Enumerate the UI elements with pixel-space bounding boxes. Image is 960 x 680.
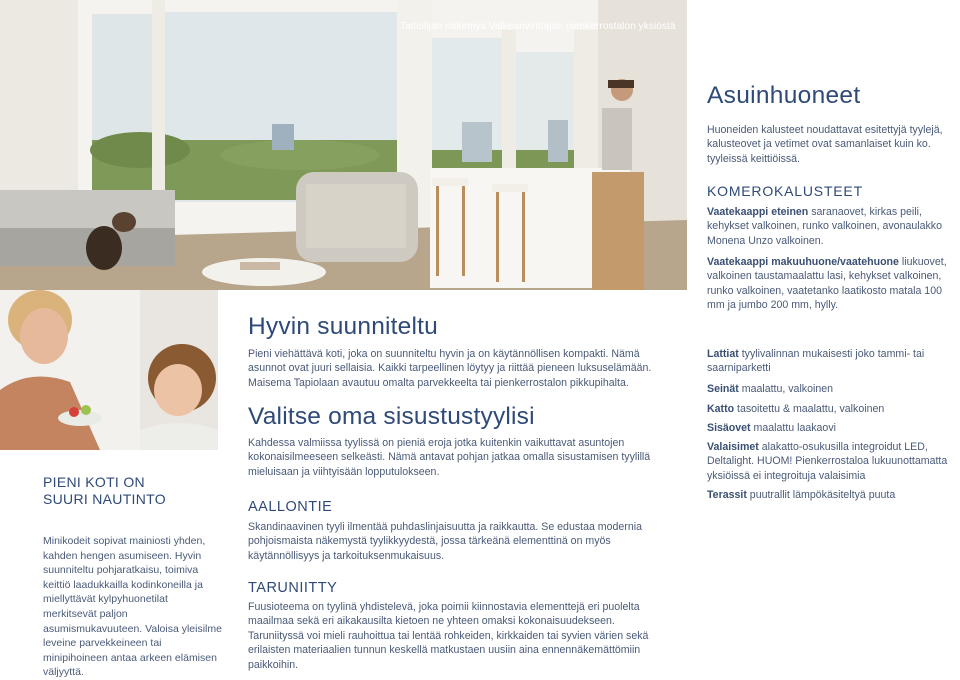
finish-text: alakatto-osukusilla integroidut LED, Deltalight. HUOM! Pienkerrostaloa lukuunottamatta yksiöissä ei integroituja valaisimia bbox=[707, 441, 948, 482]
left-column bbox=[43, 474, 223, 680]
finish-label: Katto bbox=[707, 403, 735, 415]
finish-label: Lattiat bbox=[707, 348, 739, 360]
finish-lighting bbox=[707, 440, 960, 483]
living-rooms-intro: Huoneiden kalusteet noudattavat esitettyjä tyylejä, kalusteovet ja vetimet ovat samanlaiset kuin ko. tyyleissä keittiöissä. bbox=[707, 124, 943, 165]
finish-text: tasoitettu & maalattu, valkoinen bbox=[734, 403, 885, 415]
finish-ceiling bbox=[707, 402, 960, 416]
photo-caption: Taiteilijan näkemys Valkeanvirittäjän pienkerrostalon yksiöstä bbox=[400, 21, 676, 32]
small-home-heading bbox=[43, 474, 223, 508]
choose-style-title: Valitse oma sisustustyylisi bbox=[248, 403, 535, 430]
closet-item-text: saranaovet, kirkas peili, kehykset valkoinen, runko valkoinen, avonaulakko Monena Unzo valkoinen. bbox=[707, 206, 942, 247]
living-rooms-title: Asuinhuoneet bbox=[707, 82, 861, 109]
mother-daughter-photo bbox=[0, 290, 218, 450]
finish-interior-doors bbox=[707, 421, 960, 435]
heading-line-1: PIENI KOTI ON bbox=[43, 474, 145, 490]
well-designed-title: Hyvin suunniteltu bbox=[248, 313, 438, 340]
finish-text: puutrallit lämpökäsiteltyä puuta bbox=[746, 489, 896, 501]
living-room-photo bbox=[0, 0, 687, 290]
finish-text: tyylivalinnan mukaisesti joko tammi- tai saarniparketti bbox=[707, 348, 925, 375]
finish-walls bbox=[707, 382, 960, 396]
closet-furniture-heading: KOMEROKALUSTEET bbox=[707, 183, 863, 199]
choose-style-text: Kahdessa valmiissa tyylissä on pieniä eroja jotka kuitenkin vaikuttavat asuntojen kokonaisilmeeseen selkeästi. Nämä antavat pohjan jatkaa omalla sisustamisen tyylillä mieluisaan ja viihtyisään lopputulokseen. bbox=[248, 437, 651, 478]
aallontie-heading: AALLONTIE bbox=[248, 499, 333, 515]
finish-label: Seinät bbox=[707, 383, 739, 395]
heading-line-2: SUURI NAUTINTO bbox=[43, 491, 166, 507]
finish-label: Valaisimet bbox=[707, 441, 759, 453]
finish-terraces bbox=[707, 488, 960, 502]
closet-item-label: Vaatekaappi makuuhuone/vaatehuone bbox=[707, 256, 899, 268]
finish-text: maalattu laakaovi bbox=[750, 422, 836, 434]
aallontie-text: Skandinaavinen tyyli ilmentää puhdaslinjaisuutta ja raikkautta. Se edustaa modernia pohjoismaista näkemystä tyylikkyydestä, jossa tärkeänä elementtinä on myös käytännöllisyys ja tarkoituksenmukaisuus. bbox=[248, 521, 642, 562]
closet-item-text: liukuovet, valkoinen taustamaalattu lasi, kehykset valkoinen, runko valkoinen, vaatetanko laatikosto matala 100 mm ja jumbo 200 mm, hylly. bbox=[707, 256, 947, 312]
finish-floors bbox=[707, 347, 960, 376]
taruniitty-heading: TARUNIITTY bbox=[248, 580, 338, 596]
small-home-text: Minikodeit sopivat mainiosti yhden, kahden hengen asumiseen. Hyvin suunniteltu pohjaratkaisu, toimiva keittiö laadukkailla kodinkoneilla ja miellyttävät kylpyhuonetilat merkitsevät paljon asumismukavuuteen. Valoisa yleisilme leveine parvekkeineen tai minipihoineen antaa arkeen elämisen väljyyttä. bbox=[43, 535, 222, 679]
finish-label: Terassit bbox=[707, 489, 747, 501]
closet-item-bedroom bbox=[707, 255, 960, 313]
closet-item-entrance bbox=[707, 205, 960, 248]
finish-text: maalattu, valkoinen bbox=[738, 383, 834, 395]
taruniitty-text: Fuusioteema on tyylinä yhdistelevä, joka poimii kiinnostavia elementtejä eri puolelta maailmaa sekä eri aikakausilta kietoen ne yhteen omaksi kokonaisuudekseen. Taruniityssä voi mieli rauhoittua tai lentää rohkeiden, kirkkaiden tai syvien värien sekä erilaisten materiaalien tunnun keskellä matkustaen uusiin aina ennennäkemättömiin paikkoihin. bbox=[248, 601, 649, 671]
finish-label: Sisäovet bbox=[707, 422, 751, 434]
well-designed-text: Pieni viehättävä koti, joka on suunniteltu hyvin ja on käytännöllisen kompakti. Nämä asunnot ovat juuri sellaisia. Kaikki tarpeellinen löytyy ja riittää pieneen luksuselämään. Maisema Tapiolaan avautuu omalta parvekkeelta tai pienkerrostalon pikkupihalta. bbox=[248, 348, 652, 389]
closet-item-label: Vaatekaappi eteinen bbox=[707, 206, 809, 218]
